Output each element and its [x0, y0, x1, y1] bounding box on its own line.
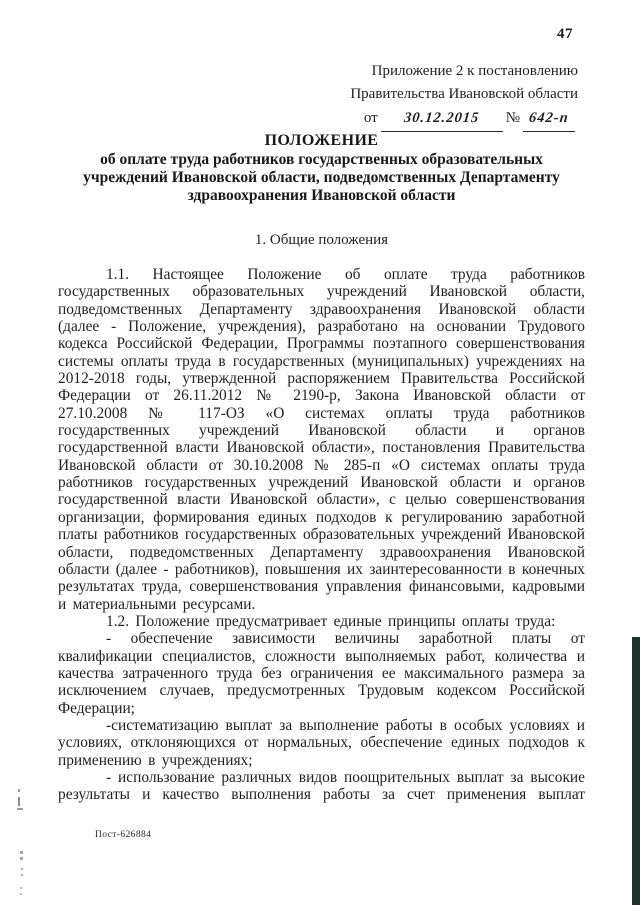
- page-number: 47: [557, 26, 573, 42]
- paragraph-1-2: 1.2. Положение предусматривает единые принципы оплаты труда:: [106, 612, 556, 630]
- scan-speck: [17, 808, 23, 810]
- document-subtitle: [40, 151, 603, 206]
- appendix-ref-line: [350, 107, 578, 132]
- subtitle-line-2: учреждений Ивановской области, подведомственных Департаменту: [83, 169, 560, 187]
- subtitle-line-1: об оплате труда работников государственных образовательных: [100, 151, 543, 168]
- principle-item-3: - использование различных видов поощрительных выплат за высокие результаты и качество выполнения работы за счет применения выплат: [58, 768, 585, 804]
- appendix-line-2: Правительства Ивановской области: [350, 86, 578, 102]
- document-body: [58, 266, 585, 804]
- date-underline: [381, 107, 503, 132]
- scan-speck: [18, 797, 20, 806]
- paragraph-1-1: 1.1. Настоящее Положение об оплате труда работников государственных образовательных учреждений Ивановской области, подведомственных Департаменту здравоохранения Ивановской области (далее - Положение, учреждения), разработано на основании Трудового кодекса Российской Федерации, Программы поэтапного совершенствования системы оплаты труда в государственных (муниципальных) учреждениях на 2012-2018 годы, утвержденной распоряжением Правительства Российской Федерации от 26.11.2012 № 2190-р, Закона Ивановской области от 27.10.2008 № 117-ОЗ «О системах оплаты труда работников государственных учреждений Ивановской области и органов государственной власти Ивановской области», постановления Правительства Ивановской области от 30.10.2008 № 285-п «О системах оплаты труда работников государственных учреждений Ивановской области и органов государственной власти Ивановской области», с целью совершенствования организации, формирования единых подходов к регулированию заработной платы работников государственных образовательных учреждений Ивановской области, подведомственных Департаменту здравоохранения Ивановской области (далее - работников), повышения их заинтересованности в конечных результатах труда, совершенствования управления финансовыми, кадровыми и материальными ресурсами.: [58, 266, 585, 613]
- subtitle-line-3: здравоохранения Ивановской области: [187, 187, 456, 205]
- number-sign: №: [505, 110, 520, 126]
- footer-doc-code: Пост-626884: [95, 830, 152, 840]
- principle-item-1: - обеспечение зависимости величины заработной платы от квалификации специалистов, сложности выполняемых работ, количества и качества затраченного труда без ограничения ее максимального размера за исключением случаев, предусмотренных Трудовым кодексом Российской Федерации;: [58, 630, 585, 717]
- document-title: ПОЛОЖЕНИЕ: [264, 132, 379, 149]
- scan-speck: [21, 868, 23, 870]
- scan-speck: [20, 887, 22, 889]
- appendix-line-1: Приложение 2 к постановлению: [371, 63, 578, 79]
- from-label: от: [363, 110, 378, 126]
- section-title: 1. Общие положения: [254, 232, 389, 248]
- principle-item-2: -систематизацию выплат за выполнение работы в особых условиях и условиях, отклоняющихся от нормальных, обеспечение единых подходов к применению в учреждениях;: [58, 716, 585, 769]
- handwritten-number: 642-п: [528, 110, 570, 126]
- number-underline: [523, 107, 575, 132]
- scan-speck: [20, 851, 23, 854]
- scan-edge-artifact: [632, 637, 640, 905]
- scan-speck: [20, 893, 22, 895]
- scan-speck: [21, 874, 23, 876]
- scan-speck: [20, 857, 23, 860]
- appendix-block: [350, 60, 578, 132]
- scan-speck: [18, 789, 20, 792]
- handwritten-date: 30.12.2015: [403, 110, 481, 126]
